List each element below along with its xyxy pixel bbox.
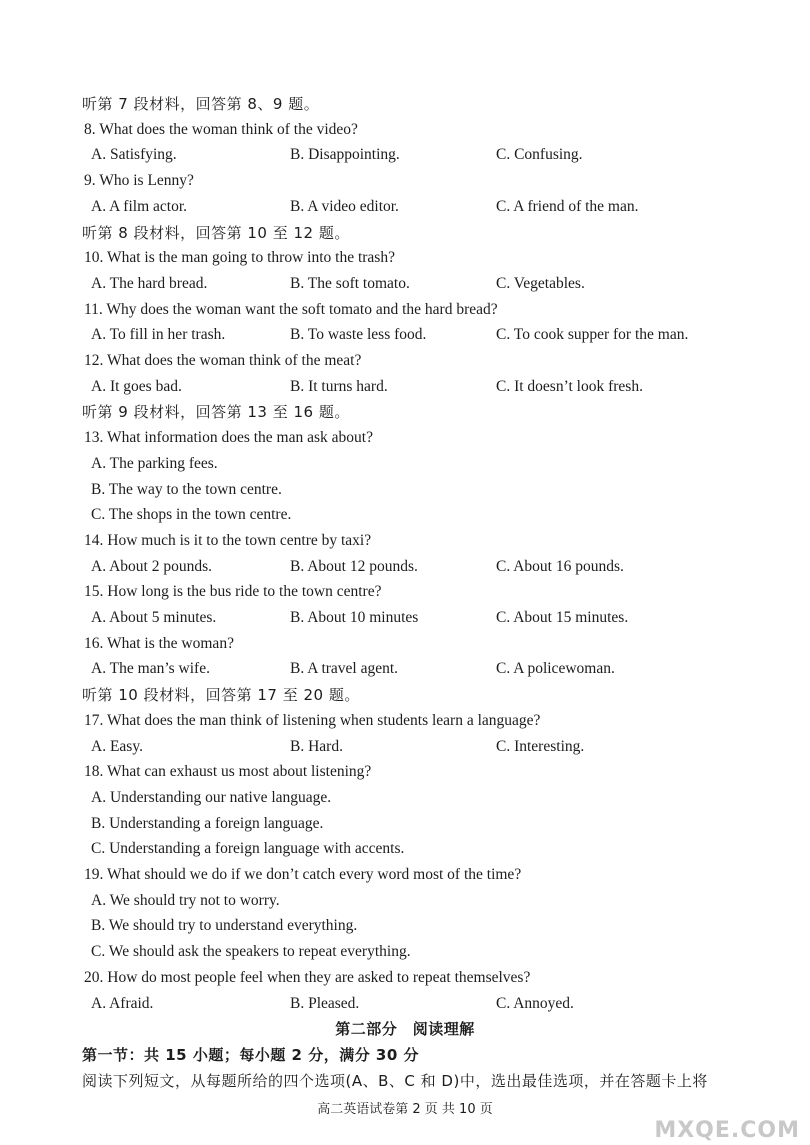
option: A. Satisfying. bbox=[91, 146, 177, 163]
option: B. About 12 pounds. bbox=[290, 558, 418, 575]
option: A. The man’s wife. bbox=[91, 660, 210, 677]
option: A. The hard bread. bbox=[91, 275, 208, 292]
option: B. It turns hard. bbox=[290, 378, 388, 395]
option: B. Disappointing. bbox=[290, 146, 400, 163]
option: B. A travel agent. bbox=[290, 660, 399, 677]
page-footer: 高二英语试卷第 2 页 共 10 页 bbox=[317, 1102, 493, 1117]
option: A. About 5 minutes. bbox=[91, 609, 217, 626]
option: B. A video editor. bbox=[290, 198, 399, 215]
question-text: 17. What does the man think of listening when students learn a language? bbox=[84, 712, 541, 729]
question-text: 11. Why does the woman want the soft tomato and the hard bread? bbox=[84, 301, 498, 318]
option: C. About 16 pounds. bbox=[496, 558, 624, 575]
question-text: 19. What should we do if we don’t catch every word most of the time? bbox=[84, 866, 522, 883]
option: C. Vegetables. bbox=[496, 275, 585, 292]
option: A. To fill in her trash. bbox=[91, 326, 226, 343]
section-heading: 听第 7 段材料，回答第 8、9 题。 bbox=[82, 95, 320, 113]
question-text: 13. What information does the man ask about? bbox=[84, 429, 373, 446]
option: C. It doesn’t look fresh. bbox=[496, 378, 643, 395]
question-text: 8. What does the woman think of the video? bbox=[84, 121, 358, 138]
section-heading: 听第 9 段材料，回答第 13 至 16 题。 bbox=[82, 403, 350, 421]
option: C. About 15 minutes. bbox=[496, 609, 629, 626]
option: C. To cook supper for the man. bbox=[496, 326, 689, 343]
part-heading: 第二部分 阅读理解 bbox=[335, 1020, 475, 1038]
option: A. It goes bad. bbox=[91, 378, 182, 395]
option: A. Afraid. bbox=[91, 995, 154, 1012]
instruction-text: 阅读下列短文，从每题所给的四个选项(A、B、C 和 D)中，选出最佳选项，并在答题卡上将 bbox=[82, 1072, 708, 1090]
question-text: 16. What is the woman? bbox=[84, 635, 234, 652]
question-text: 20. How do most people feel when they are asked to repeat themselves? bbox=[84, 969, 531, 986]
option: C. The shops in the town centre. bbox=[91, 506, 292, 523]
option: B. Hard. bbox=[290, 738, 343, 755]
option: C. Interesting. bbox=[496, 738, 585, 755]
option: A. The parking fees. bbox=[91, 455, 218, 472]
option: B. The soft tomato. bbox=[290, 275, 410, 292]
question-text: 12. What does the woman think of the meat? bbox=[84, 352, 362, 369]
option: C. A friend of the man. bbox=[496, 198, 639, 215]
option: A. About 2 pounds. bbox=[91, 558, 212, 575]
option: C. We should ask the speakers to repeat everything. bbox=[91, 943, 411, 960]
subsection-heading: 第一节：共 15 小题；每小题 2 分，满分 30 分 bbox=[82, 1046, 420, 1064]
option: C. Understanding a foreign language with accents. bbox=[91, 840, 405, 857]
question-text: 10. What is the man going to throw into the trash? bbox=[84, 249, 395, 266]
option: A. A film actor. bbox=[91, 198, 188, 215]
option: A. We should try not to worry. bbox=[91, 892, 280, 909]
option: C. Confusing. bbox=[496, 146, 583, 163]
question-text: 9. Who is Lenny? bbox=[84, 172, 194, 189]
option: B. Understanding a foreign language. bbox=[91, 815, 324, 832]
question-text: 15. How long is the bus ride to the town centre? bbox=[84, 583, 382, 600]
option: C. Annoyed. bbox=[496, 995, 574, 1012]
option: B. About 10 minutes bbox=[290, 609, 419, 626]
option: B. The way to the town centre. bbox=[91, 481, 282, 498]
question-text: 14. How much is it to the town centre by taxi? bbox=[84, 532, 372, 549]
option: A. Easy. bbox=[91, 738, 143, 755]
section-heading: 听第 10 段材料，回答第 17 至 20 题。 bbox=[82, 686, 360, 704]
option: B. To waste less food. bbox=[290, 326, 427, 343]
section-heading: 听第 8 段材料，回答第 10 至 12 题。 bbox=[82, 224, 350, 242]
question-text: 18. What can exhaust us most about listening? bbox=[84, 763, 372, 780]
option: A. Understanding our native language. bbox=[91, 789, 332, 806]
option: B. Pleased. bbox=[290, 995, 360, 1012]
option: C. A policewoman. bbox=[496, 660, 615, 677]
option: B. We should try to understand everything. bbox=[91, 917, 358, 934]
watermark-logo: MXQE.COM bbox=[654, 1118, 800, 1143]
